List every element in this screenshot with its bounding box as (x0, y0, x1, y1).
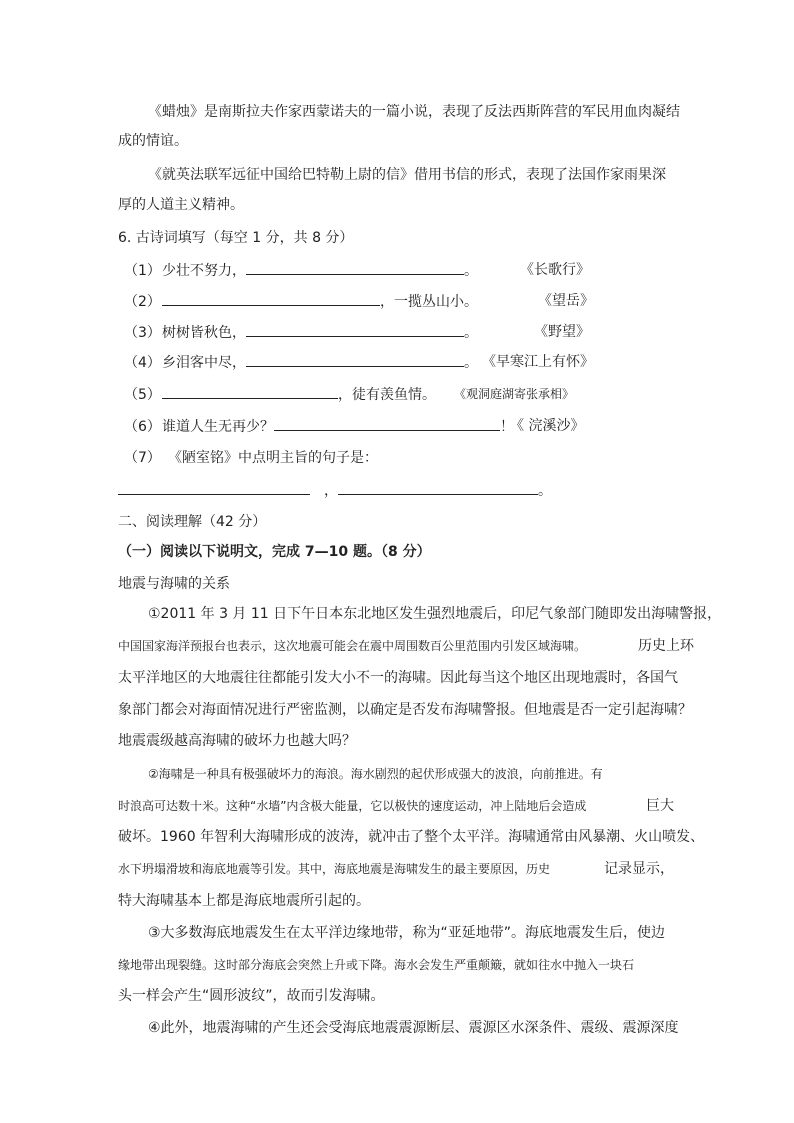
q6-item-number: （4） (124, 355, 161, 371)
q6-item-source: 《望岳》 (538, 293, 594, 309)
q6-item-source: 《 浣溪沙》 (510, 418, 585, 434)
p2-line4-tail: 记录显示， (604, 861, 674, 877)
q6-item-5 (124, 384, 575, 405)
q6-item-number: （2） (124, 294, 161, 310)
answer-blank[interactable] (246, 260, 464, 275)
answer-separator: ， (324, 483, 338, 499)
answer-blank[interactable] (338, 480, 538, 495)
intro-p1-line1: 《蜡烛》是南斯拉夫作家西蒙诺夫的一篇小说，表现了反法西斯阵营的军民用血肉凝结 (148, 104, 680, 120)
p1-line2-tail: 历史上环 (638, 638, 694, 654)
q6-item-number: （6） (124, 419, 161, 435)
section2-heading: 二、阅读理解（42 分） (118, 514, 267, 530)
q6-item-number: （5） (124, 387, 161, 403)
p2-line3: 破坏。1960 年智利大海啸形成的波涛，就冲击了整个太平洋。海啸通常由风暴潮、火山喷发、 (118, 829, 705, 845)
p4-line1: ④此外，地震海啸的产生还会受海底地震震源断层、震源区水深条件、震级、震源深度 (148, 1020, 679, 1036)
q6-item-7 (124, 448, 378, 468)
answer-blank[interactable] (162, 384, 338, 399)
p2-line2 (118, 796, 674, 816)
q6-item-number: （3） (124, 325, 161, 341)
q6-item-text: 谁道人生无再少？ (162, 419, 274, 435)
q6-item-source: 《野望》 (534, 324, 590, 340)
intro-p2-line2: 厚的人道主义精神。 (118, 197, 244, 213)
answer-blank[interactable] (246, 322, 464, 337)
p1-line2-text: 中国国家海洋预报台也表示，这次地震可能会在震中周围数百公里范围内引发区域海啸。 (118, 639, 587, 653)
article-title: 地震与海啸的关系 (118, 576, 230, 592)
q6-item-text: ，徒有羡鱼情。 (338, 387, 436, 403)
p1-line5: 地震震级越高海啸的破坏力也越大吗？ (118, 733, 356, 749)
intro-p2-line1: 《就英法联军远征中国给巴特勒上尉的信》借用书信的形式，表现了法国作家雨果深 (148, 167, 666, 183)
p3-line2: 缘地带出现裂缝。这时部分海底会突然上升或下降。海水会发生严重颠簸，就如往水中抛入一块石 (118, 958, 635, 972)
p2-line4 (118, 859, 674, 879)
q6-item-source: 《早寒江上有怀》 (482, 354, 594, 370)
p3-line1: ③大多数海底地震发生在太平洋边缘地带，称为“亚延地带”。海底地震发生后，使边 (148, 925, 666, 941)
q6-item-text: ，一揽丛山小。 (380, 294, 478, 310)
q6-item-end: 。 (464, 325, 478, 341)
q6-item-end: 。 (464, 263, 478, 279)
p1-line4: 象部门都会对海面情况进行严密监测，以确定是否发布海啸警报。但地震是否一定引起海啸？ (118, 702, 692, 718)
answer-blank[interactable] (118, 480, 310, 495)
q6-item-4 (124, 352, 594, 373)
p1-line2 (118, 636, 694, 656)
answer-blank[interactable] (274, 416, 500, 431)
q6-item-source: 《观洞庭湖寄张承相》 (454, 387, 575, 401)
p1-line3: 太平洋地区的大地震往往都能引发大小不一的海啸。因此每当这个地区出现地震时，各国气 (118, 670, 678, 686)
q6-item-1 (124, 260, 590, 281)
p3-line3: 头一样会产生“圆形波纹”，故而引发海啸。 (118, 988, 385, 1004)
p2-line2-tail: 巨大 (646, 798, 674, 814)
q6-heading: 6. 古诗词填写（每空 1 分，共 8 分） (118, 230, 354, 246)
answer-end: 。 (538, 483, 552, 499)
q6-item-end: ！ (500, 419, 514, 435)
intro-p1-line2: 成的情谊。 (118, 133, 188, 149)
q6-item-text: 少壮不努力， (162, 263, 246, 279)
q6-item-number: （1） (124, 263, 161, 279)
q6-item-text: 树树皆秋色， (162, 325, 246, 341)
p1-line1: ①2011 年 3 月 11 日下午日本东北地区发生强烈地震后，印尼气象部门随即发出海啸警报， (148, 606, 722, 622)
p2-line2-text: 时浪高可达数十米。这种“水墙”内含极大能量，它以极快的速度运动，冲上陆地后会造成 (118, 799, 587, 813)
answer-blank[interactable] (246, 352, 464, 367)
q6-item-end: 。 (464, 355, 478, 371)
p2-line4-text: 水下坍塌滑坡和海底地震等引发。其中，海底地震是海啸发生的最主要原因，历史 (118, 862, 551, 876)
q6-item-text: 《陋室铭》中点明主旨的句子是： (168, 450, 378, 466)
q6-item-text: 乡泪客中尽， (162, 355, 246, 371)
q6-item-source: 《长歌行》 (520, 262, 590, 278)
p2-line5: 特大海啸基本上都是海底地震所引起的。 (118, 893, 370, 909)
p2-line1: ②海啸是一种具有极强破坏力的海浪。海水剧烈的起伏形成强大的波浪，向前推进。有 (148, 767, 603, 781)
q6-item-7-answers (118, 480, 552, 501)
q6-item-number: （7） (124, 450, 161, 466)
answer-blank[interactable] (162, 291, 380, 306)
section2-sub-heading: （一）阅读以下说明文，完成 7—10 题。（8 分） (118, 544, 431, 560)
q6-item-2 (124, 291, 594, 312)
q6-item-3 (124, 322, 590, 343)
q6-item-6 (124, 416, 585, 437)
